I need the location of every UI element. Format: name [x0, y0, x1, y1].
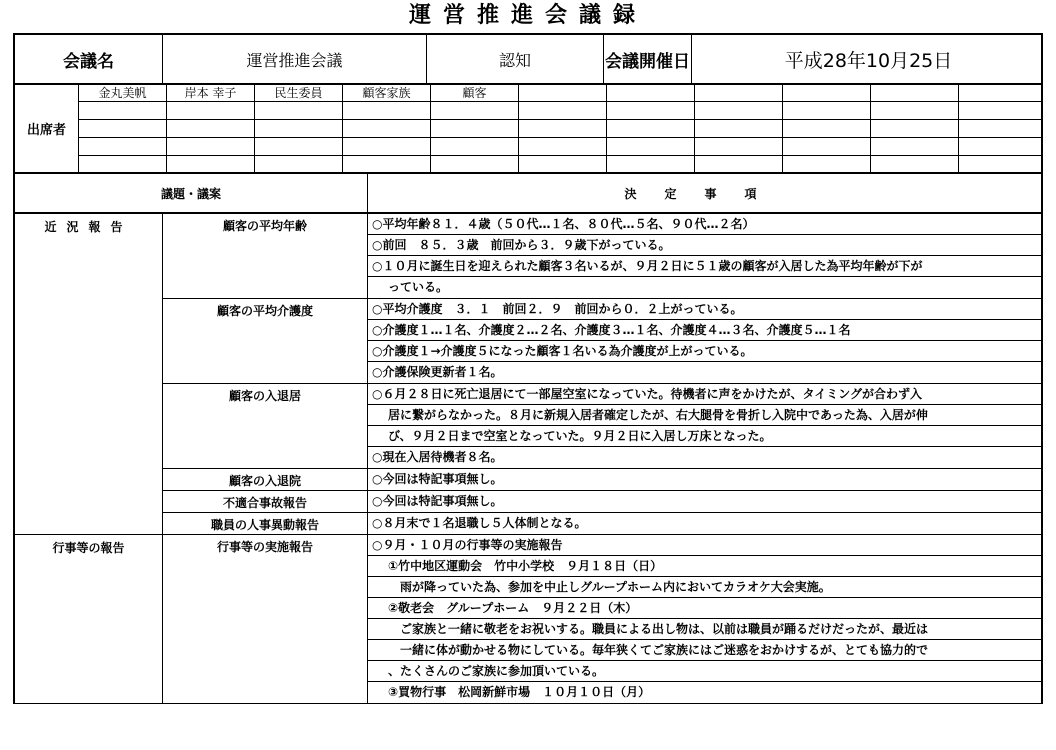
agenda-item	[163, 299, 1041, 384]
decision-line: 一緒に体が動かせる物にしている。毎年狭くてご家族にはご迷惑をおかけするが、とても協力的で	[368, 640, 1041, 661]
agenda-item-name: 顧客の平均年齢	[163, 214, 368, 298]
decision-line: 、たくさんのご家族に参加頂いている。	[368, 661, 1041, 682]
attendee-cell	[343, 156, 431, 172]
section-category: 行事等の報告	[15, 535, 163, 703]
agenda-item-name: 不適合事故報告	[163, 491, 368, 512]
attendee-cell: 民生委員	[255, 84, 343, 102]
attendee-cell	[871, 120, 959, 138]
attendee-cell	[519, 102, 607, 120]
agenda-body-table	[13, 214, 1043, 704]
attendee-cell	[783, 138, 871, 156]
decision-line: ③買物行事 松岡新鮮市場 １０月１０日（月）	[388, 685, 651, 699]
attendee-cell	[79, 156, 167, 172]
agenda-item	[163, 214, 1041, 299]
attendee-cell	[255, 138, 343, 156]
attendee-cell	[959, 120, 1041, 138]
attendee-cell	[431, 102, 519, 120]
attendee-cell	[783, 84, 871, 102]
attendee-cell: 顧客	[431, 84, 519, 102]
agenda-item-name: 行事等の実施報告	[163, 535, 368, 703]
agenda-item-name: 職員の人事異動報告	[163, 513, 368, 534]
agenda-section	[15, 214, 1041, 535]
attendee-cell	[783, 120, 871, 138]
attendees-grid	[79, 84, 1041, 172]
decision-line: ○平均年齢８１．４歳（５０代…１名、８０代…５名、９０代…２名）	[368, 214, 1041, 235]
attendee-cell	[343, 138, 431, 156]
decision-line: ②敬老会 グループホーム ９月２２日（木）	[368, 598, 1041, 619]
meeting-date-value: 平成28年10月25日	[784, 49, 953, 72]
decision-line: ○前回 ８５．３歳 前回から３．９歳下がっている。	[368, 235, 1041, 256]
attendee-cell	[871, 138, 959, 156]
attendee-cell	[695, 102, 783, 120]
attendee-cell	[519, 84, 607, 102]
attendee-cell	[959, 138, 1041, 156]
attendee-cell	[431, 120, 519, 138]
attendee-cell	[167, 102, 255, 120]
agenda-section	[15, 535, 1041, 704]
attendee-cell	[959, 156, 1041, 172]
attendee-cell	[695, 120, 783, 138]
decision-line: ○今回は特記事項無し。	[372, 494, 503, 508]
decision-line: ○１０月に誕生日を迎えられた顧客３名いるが、９月２日に５１歳の顧客が入居した為平均年齢が下が	[368, 256, 1041, 277]
attendee-cell	[695, 156, 783, 172]
decision-line: っている。	[388, 280, 449, 294]
section-category: 近況報告	[15, 214, 163, 534]
attendee-cell	[79, 138, 167, 156]
attendee-cell	[519, 120, 607, 138]
decision-line: ○現在入居待機者８名。	[372, 450, 503, 464]
attendees-block	[13, 84, 1043, 174]
attendee-cell	[607, 84, 695, 102]
decision-line: ○介護度１…１名、介護度２…２名、介護度３…１名、介護度４…３名、介護度５…１名	[368, 320, 1041, 341]
meeting-type-value: 認知	[427, 35, 604, 83]
attendee-cell	[167, 138, 255, 156]
meeting-name-value: 運営推進会議	[163, 35, 427, 83]
attendee-cell	[959, 102, 1041, 120]
decision-line: ○介護保険更新者１名。	[372, 365, 503, 379]
attendee-cell	[607, 156, 695, 172]
agenda-item	[163, 491, 1041, 513]
decision-line: ○平均介護度 ３．１ 前回２．９ 前回から０．２上がっている。	[368, 299, 1041, 320]
decision-line: び、９月２日まで空室となっていた。９月２日に入居し万床となった。	[368, 426, 1041, 447]
decision-line: ご家族と一緒に敬老をお祝いする。職員による出し物は、以前は職員が踊るだけだったが、最近は	[368, 619, 1041, 640]
agenda-header	[13, 174, 1043, 214]
decision-line: 雨が降っていた為、参加を中止しグループホーム内においてカラオケ大会実施。	[368, 577, 1041, 598]
attendee-cell	[519, 138, 607, 156]
attendee-cell	[79, 120, 167, 138]
document-title: 運営推進会議録	[408, 3, 647, 28]
attendee-cell	[519, 156, 607, 172]
meeting-name-label: 会議名	[15, 35, 163, 83]
attendees-label: 出席者	[15, 84, 79, 172]
attendee-cell	[343, 102, 431, 120]
meeting-date-label: 会議開催日	[604, 35, 692, 83]
attendee-cell	[343, 120, 431, 138]
agenda-item	[163, 535, 1041, 703]
decision-line: ○９月・１０月の行事等の実施報告	[368, 535, 1041, 556]
agenda-item	[163, 469, 1041, 491]
decision-line: ○８月末で１名退職し５人体制となる。	[372, 516, 587, 530]
attendee-cell: 岸本 幸子	[167, 84, 255, 102]
attendee-cell	[79, 102, 167, 120]
attendee-cell	[959, 84, 1041, 102]
decisions-column-title: 決定事項	[624, 186, 785, 201]
attendee-cell: 顧客家族	[343, 84, 431, 102]
attendee-cell	[167, 120, 255, 138]
attendee-cell: 金丸美帆	[79, 84, 167, 102]
attendee-cell	[871, 84, 959, 102]
attendee-cell	[871, 156, 959, 172]
attendee-cell	[431, 138, 519, 156]
agenda-item-name: 顧客の平均介護度	[163, 299, 368, 383]
attendee-cell	[255, 120, 343, 138]
attendee-cell	[255, 102, 343, 120]
attendee-cell	[167, 156, 255, 172]
attendee-cell	[783, 156, 871, 172]
meeting-header-table	[13, 33, 1043, 85]
agenda-item-name: 顧客の入退居	[163, 384, 368, 468]
decision-line: ○介護度１→介護度５になった顧客１名いる為介護度が上がっている。	[368, 341, 1041, 362]
attendee-cell	[871, 102, 959, 120]
decision-line: ①竹中地区運動会 竹中小学校 ９月１８日（日）	[368, 556, 1041, 577]
agenda-item	[163, 513, 1041, 534]
attendee-cell	[431, 156, 519, 172]
decision-line: 居に繋がらなかった。８月に新規入居者確定したが、右大腿骨を骨折し入院中であった為、入居が伸	[368, 405, 1041, 426]
attendee-cell	[607, 120, 695, 138]
agenda-item	[163, 384, 1041, 469]
attendee-cell	[783, 102, 871, 120]
attendee-cell	[607, 138, 695, 156]
attendee-cell	[695, 84, 783, 102]
attendee-cell	[255, 156, 343, 172]
agenda-item-name: 顧客の入退院	[163, 469, 368, 490]
decision-line: ○今回は特記事項無し。	[372, 472, 503, 486]
decision-line: ○６月２８日に死亡退居にて一部屋空室になっていた。待機者に声をかけたが、タイミングが合わず入	[368, 384, 1041, 405]
attendee-cell	[607, 102, 695, 120]
attendee-cell	[695, 138, 783, 156]
agenda-column-title: 議題・議案	[15, 174, 368, 212]
